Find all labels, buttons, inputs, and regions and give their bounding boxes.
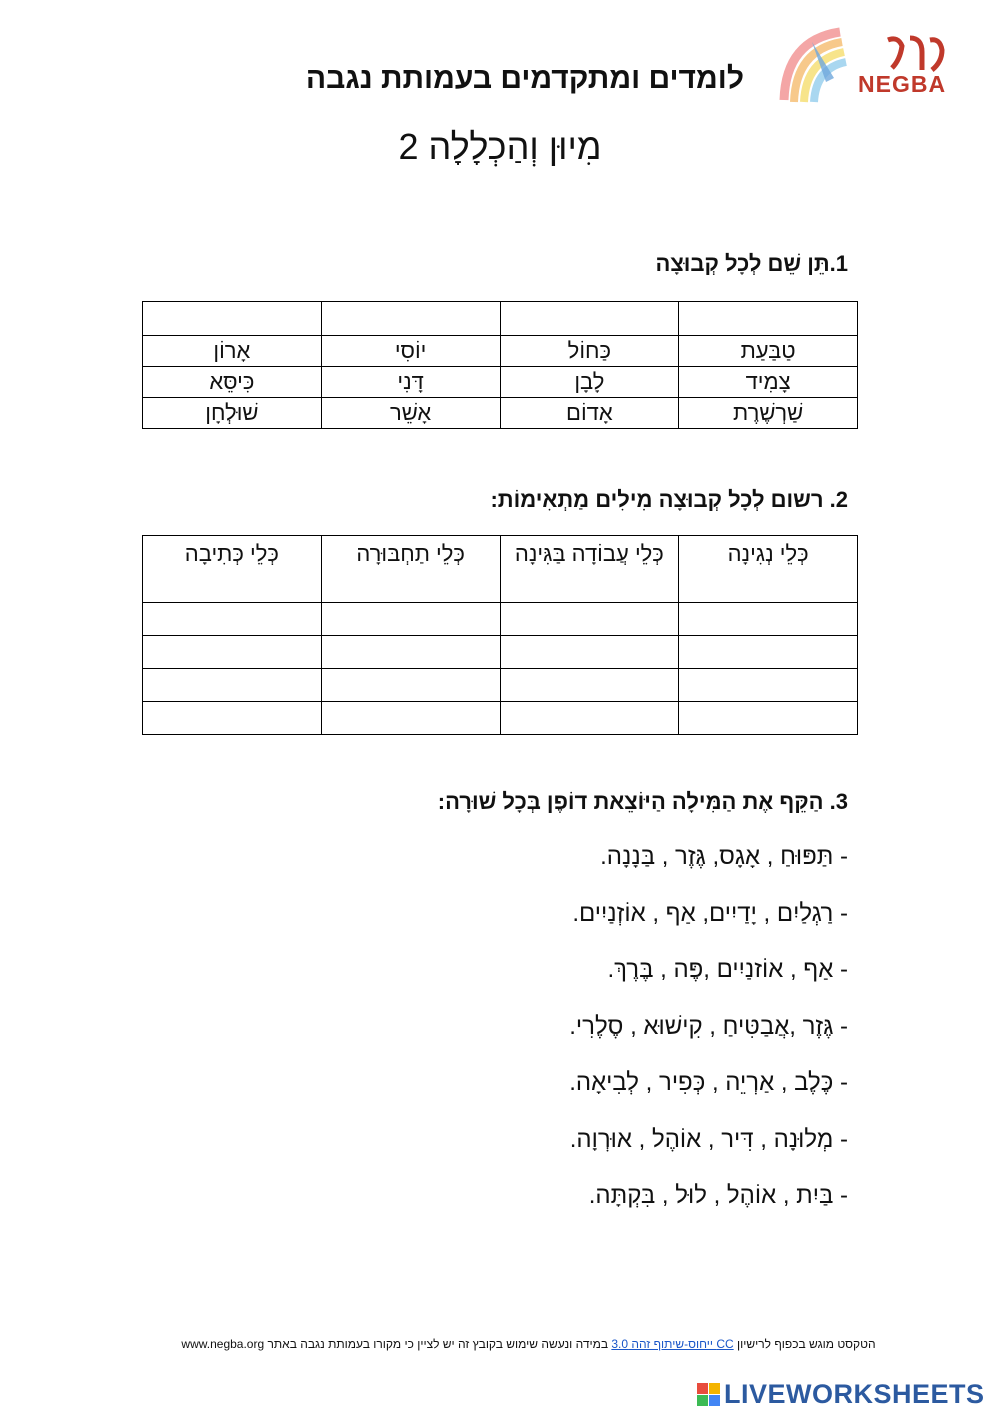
worksheet-title: מִיוּן וְהַכְלָלָה 2	[398, 126, 602, 167]
table-header-cell: כְּלֵי עֲבוֹדָה בַּגִּינָה	[500, 536, 679, 603]
liveworksheets-logo-icon	[697, 1383, 720, 1406]
license-footer	[150, 1337, 907, 1351]
table-header-cell: כְּלֵי כְּתִיבָה	[143, 536, 322, 603]
table-cell: כִּיסֵּא	[143, 367, 322, 398]
answer-input-cell[interactable]	[679, 603, 858, 636]
odd-one-out-row-2[interactable]: - רַגְלַיִם , יָדַיִים, אַף , אוֹזְנַיִים.	[572, 900, 848, 927]
liveworksheets-wordmark: LIVEWORKSHEETS	[724, 1378, 985, 1409]
table-header-cell: כְּלֵי נְגִינָה	[679, 536, 858, 603]
logo-wordmark: NEGBA	[858, 71, 947, 97]
question-1-table	[142, 301, 858, 429]
table-cell: שׁוּלְחָן	[143, 398, 322, 429]
answer-input-cell[interactable]	[143, 669, 322, 702]
answer-input-cell[interactable]	[143, 603, 322, 636]
table-row	[143, 669, 858, 702]
table-row	[143, 302, 858, 336]
negba-logo	[776, 22, 962, 108]
answer-input-cell[interactable]	[679, 702, 858, 735]
table-cell: אָרוֹן	[143, 336, 322, 367]
answer-input-cell[interactable]	[500, 669, 679, 702]
table-cell: לָבָן	[500, 367, 679, 398]
answer-input-cell[interactable]	[321, 603, 500, 636]
footer-text-after: במידה ונעשה שימוש בקובץ זה יש לציין כי מקורו בעמותת נגבה באתר www.negba.org	[181, 1337, 612, 1351]
table-cell: דָּנִי	[321, 367, 500, 398]
answer-input-cell[interactable]	[500, 603, 679, 636]
footer-text-before: הטקסט מוגש בכפוף לרישיון	[733, 1337, 876, 1351]
liveworksheets-brand	[697, 1376, 985, 1412]
table-cell: יוֹסִי	[321, 336, 500, 367]
table-header-cell: כְּלֵי תַחְבּוּרָה	[321, 536, 500, 603]
answer-input-cell[interactable]	[143, 702, 322, 735]
odd-one-out-row-3[interactable]: - אַף , אוֹזנַיִים ,פֶּה , בֶּרֶךְ.	[607, 956, 848, 983]
table-cell: אָשֵׁר	[321, 398, 500, 429]
answer-input-cell[interactable]	[500, 636, 679, 669]
answer-input-cell[interactable]	[679, 669, 858, 702]
group-name-input-cell[interactable]	[321, 302, 500, 336]
odd-one-out-row-6[interactable]: - מְלוּנָה , דִּיר , אוֹהֶל , אוּרְוָה.	[569, 1126, 848, 1153]
table-cell: אָדוֹם	[500, 398, 679, 429]
group-name-input-cell[interactable]	[500, 302, 679, 336]
table-row	[143, 603, 858, 636]
question-3-title: 3. הַקֵּף אֶת הַמִּילָה הַיּוֹצֵאת דוֹפֶן בְּכָל שׁוּרָה:	[437, 789, 848, 814]
group-name-input-cell[interactable]	[679, 302, 858, 336]
odd-one-out-row-1[interactable]: - תַּפּוּחַ , אָגָס, גֶּזֶר , בַּנָנָה.	[600, 843, 848, 870]
organization-title: לומדים ומתקדמים בעמותת נגבה	[305, 62, 744, 95]
question-2-title: 2. רשום לְכָל קְבוּצָה מִילִים מַתְאִימוֹת:	[490, 487, 848, 512]
table-row	[143, 367, 858, 398]
answer-input-cell[interactable]	[321, 702, 500, 735]
group-name-input-cell[interactable]	[143, 302, 322, 336]
table-row	[143, 336, 858, 367]
question-2-table	[142, 535, 858, 735]
answer-input-cell[interactable]	[321, 669, 500, 702]
table-row	[143, 536, 858, 603]
question-1-title: 1.תֵּן שֵׁם לְכָל קְבוּצָה	[655, 251, 848, 276]
odd-one-out-row-4[interactable]: - גֶּזֶר ,אֲבַטִּיחַ , קִישׁוּא , סֶלֶרִי.	[569, 1013, 848, 1040]
answer-input-cell[interactable]	[143, 636, 322, 669]
license-link[interactable]: CC ייחוס-שיתוף זהה 3.0	[611, 1337, 734, 1351]
odd-one-out-row-5[interactable]: - כֶּלֶב , אַרְיֵה , כְּפִיר , לְבִיאָה.	[569, 1069, 848, 1096]
table-cell: צָמִיד	[679, 367, 858, 398]
odd-one-out-row-7[interactable]: - בַּיִת , אוֹהֶל , לוּל , בִּקְתָּה.	[588, 1182, 848, 1209]
answer-input-cell[interactable]	[679, 636, 858, 669]
table-cell: כַּחוֹל	[500, 336, 679, 367]
table-row	[143, 636, 858, 669]
answer-input-cell[interactable]	[500, 702, 679, 735]
table-cell: טַבַּעַת	[679, 336, 858, 367]
table-row	[143, 398, 858, 429]
table-row	[143, 702, 858, 735]
table-cell: שַׁרְשֶׁרֶת	[679, 398, 858, 429]
answer-input-cell[interactable]	[321, 636, 500, 669]
